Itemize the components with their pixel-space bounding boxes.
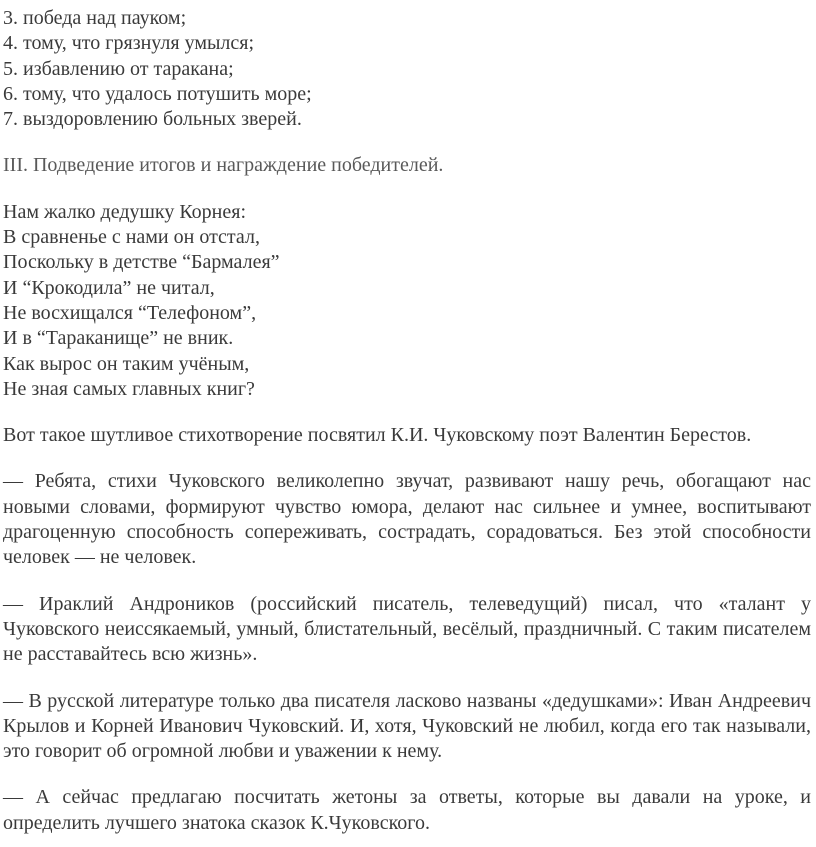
poem: [3, 200, 811, 402]
poem-line: Нам жалко дедушку Корнея:: [3, 200, 247, 223]
tokens-paragraph: — А сейчас предлагаю посчитать жетоны за ответы, которые вы давали на уроке, и определить лучшего знатока сказок К.Чуковского.: [3, 786, 811, 834]
teacher-speech-paragraph: — Ребята, стихи Чуковского великолепно звучат, развивают нашу речь, обогащают нас новыми словами, формируют чувство юмора, делают нас сильнее и умнее, воспитывают драгоценную способность сопереживать, сострадать, сорадоваться. Без этой способности человек — не человек.: [3, 470, 811, 569]
list-item: 5. избавлению от таракана;: [3, 57, 234, 80]
poem-line: Как вырос он таким учёным,: [3, 352, 250, 375]
poem-line: И в “Тараканище” не вник.: [3, 327, 234, 350]
andronikov-quote-paragraph: — Ираклий Андроников (российский писатель, телеведущий) писал, что «талант у Чуковского неиссякаемый, умный, блистательный, весёлый, праздничный. С таким писателем не расставайтесь всю жизнь».: [3, 592, 811, 666]
grandfathers-paragraph: — В русской литературе только два писателя ласково названы «дедушками»: Иван Андреевич Крылов и Корней Иванович Чуковский. И, хотя, Чуковский не любил, когда его так называли, это говорит об огромной любви и уважении к нему.: [3, 689, 811, 763]
list-item: 3. победа над пауком;: [3, 7, 187, 29]
list-item: 7. выздоровлению больных зверей.: [3, 108, 302, 131]
list-item: 6. тому, что удалось потушить море;: [3, 82, 312, 105]
poem-line: И “Крокодила” не читал,: [3, 276, 215, 299]
poem-line: Не восхищался “Телефоном”,: [3, 301, 257, 324]
poem-line: Поскольку в детстве “Бармалея”: [3, 251, 280, 274]
poem-line: В сравненье с нами он отстал,: [3, 226, 260, 249]
poem-line: Не зная самых главных книг?: [3, 377, 255, 400]
list-item: 4. тому, что грязнуля умылся;: [3, 32, 255, 55]
numbered-list: [3, 6, 811, 132]
section-heading: III. Подведение итогов и награждение победителей.: [3, 154, 444, 177]
attribution-paragraph: Вот такое шутливое стихотворение посвятил К.И. Чуковскому поэт Валентин Берестов.: [3, 424, 752, 447]
